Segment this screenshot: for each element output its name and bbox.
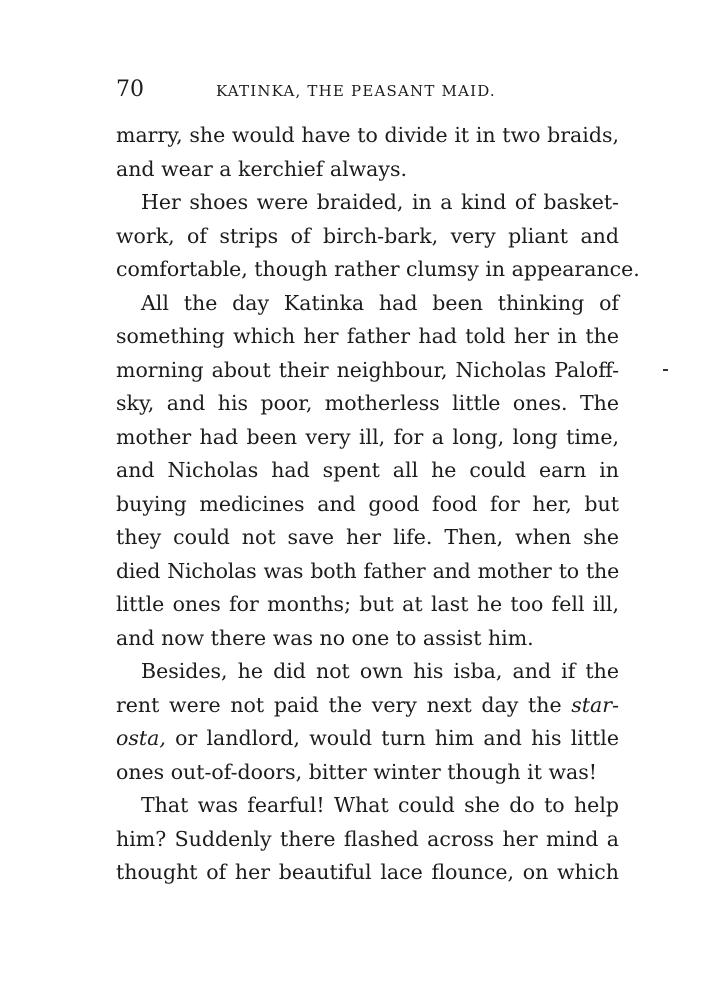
text-line: died Nicholas was both father and mother to the: [116, 558, 619, 583]
text-line: work, of strips of birch-bark, very pliant and: [116, 223, 619, 248]
text-line: thought of her beautiful lace flounce, on which: [116, 860, 619, 884]
text-line: and wear a kerchief always.: [116, 156, 408, 181]
text-line: sky, and his poor, motherless little ones. The: [116, 391, 619, 415]
text-line: him? Suddenly there flashed across her mind a: [116, 826, 619, 851]
text-line-with-italic: [116, 722, 619, 756]
stray-ink-mark: [663, 369, 668, 371]
text-line: and now there was no one to assist him.: [116, 625, 534, 650]
running-head: KATINKA, THE PEASANT MAID.: [216, 82, 496, 100]
text-line-with-italic: [116, 689, 619, 723]
text-line: marry, she would have to divide it in two braids,: [116, 123, 619, 147]
text-line: comfortable, though rather clumsy in appearance.: [116, 257, 640, 281]
text-line: That was fearful! What could she do to help: [141, 793, 619, 817]
text-line: Besides, he did not own his isba, and if the: [141, 659, 619, 683]
text-span: or landlord, would turn him and his little: [165, 726, 619, 750]
body-text: [116, 119, 640, 890]
text-line: mother had been very ill, for a long, long time,: [116, 424, 619, 449]
text-line: morning about their neighbour, Nicholas Paloff-: [116, 357, 619, 382]
text-line: they could not save her life. Then, when she: [116, 525, 619, 549]
text-span: rent were not paid the very next day the: [116, 692, 572, 717]
text-line: Her shoes were braided, in a kind of basket-: [141, 190, 619, 214]
text-line: ones out-of-doors, bitter winter though it was!: [116, 759, 597, 784]
text-line: and Nicholas had spent all he could earn in: [116, 458, 619, 482]
italic-term: star-: [571, 692, 619, 717]
text-line: little ones for months; but at last he too fell ill,: [116, 592, 619, 616]
page-number: 70: [116, 77, 144, 102]
text-line: something which her father had told her in the: [116, 324, 619, 348]
text-line: buying medicines and good food for her, but: [116, 491, 619, 516]
page-header: [116, 76, 616, 104]
italic-term: osta,: [116, 726, 166, 750]
text-line: All the day Katinka had been thinking of: [141, 290, 619, 315]
